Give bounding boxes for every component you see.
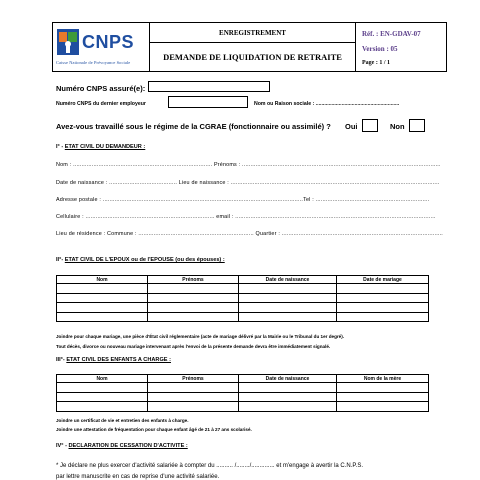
table-cell[interactable] (57, 284, 148, 294)
table-cell[interactable] (57, 303, 148, 313)
children-note-2: Joindre une attestation de fréquentation pour chaque enfant âgé de 21 à 27 ans scolarisé. (56, 427, 252, 432)
children-table (56, 374, 429, 412)
children-note-1: Joindre un certificat de vie et entretien des enfants à charge. (56, 418, 189, 423)
section-2-title: ETAT CIVIL DE L'EPOUX ou de l'EPOUSE (ou des épouses) : (64, 257, 225, 263)
table-cell[interactable] (148, 293, 239, 303)
table-cell[interactable] (148, 312, 239, 322)
table-cell[interactable] (239, 312, 337, 322)
section-2-heading (56, 257, 225, 263)
yes-label: Oui (345, 122, 358, 131)
table-cell[interactable] (337, 303, 429, 313)
table-row (57, 303, 429, 313)
children-col-mother-name: Nom de la mère (337, 375, 429, 383)
table-cell[interactable] (57, 383, 148, 393)
table-row (57, 383, 429, 393)
table-cell[interactable] (57, 312, 148, 322)
spouse-col-nom: Nom (57, 276, 148, 284)
section-2-number: II°- (56, 257, 64, 263)
section-1-number: I° - (56, 144, 64, 150)
section-3-title: ETAT CIVIL DES ENFANTS A CHARGE : (66, 357, 171, 363)
version: Version : 05 (362, 44, 398, 53)
spouse-col-birthdate: Date de naissance (239, 276, 337, 284)
cessation-declaration-line-2: par lettre manuscrite en cas de reprise d'une activité salariée. (56, 474, 220, 480)
section-3-number: III°- (56, 357, 65, 363)
children-col-prenoms: Prénoms (148, 375, 239, 383)
page-number: Page : 1 / 1 (362, 59, 390, 66)
table-cell[interactable] (57, 402, 148, 412)
spouse-note-2: Tout décès, divorce ou nouveau mariage intervenant après l'envoi de la présente demande devra être immédiatement signalé. (56, 344, 331, 349)
table-cell[interactable] (148, 402, 239, 412)
section-label: ENREGISTREMENT (150, 23, 355, 43)
table-cell[interactable] (337, 402, 429, 412)
section-4-number: IV° - (56, 443, 67, 449)
table-row (57, 402, 429, 412)
table-cell[interactable] (239, 284, 337, 294)
table-row (57, 392, 429, 402)
table-cell[interactable] (337, 284, 429, 294)
table-cell[interactable] (239, 303, 337, 313)
table-cell[interactable] (337, 392, 429, 402)
applicant-contact-line[interactable]: Cellulaire : ............................................................................ email : ...................................................................................................................... (56, 214, 436, 220)
applicant-name-line[interactable]: Nom : .................................................................................. Prénoms : ..................................................................................................................... (56, 162, 441, 168)
table-cell[interactable] (239, 402, 337, 412)
cnps-number-label: Numéro CNPS assuré(e): (56, 84, 146, 93)
no-checkbox[interactable] (409, 119, 425, 132)
document-title: DEMANDE DE LIQUIDATION DE RETRAITE (163, 52, 342, 62)
table-cell[interactable] (148, 392, 239, 402)
section-4-heading (56, 443, 188, 449)
table-cell[interactable] (148, 303, 239, 313)
children-col-nom: Nom (57, 375, 148, 383)
section-3-heading (56, 357, 171, 363)
table-cell[interactable] (337, 312, 429, 322)
children-col-birthdate: Date de naissance (239, 375, 337, 383)
table-row (57, 312, 429, 322)
table-row (57, 293, 429, 303)
table-row (57, 284, 429, 294)
applicant-residence-line[interactable]: Lieu de résidence : Commune : .................................................................... Quartier : ............................................................................................... (56, 231, 443, 237)
no-label: Non (390, 122, 405, 131)
document-header (52, 22, 447, 72)
cessation-declaration-line: * Je déclare ne plus exercer d'activité salariée à compter du .......... /......../.............. et m'engage à avertir la C.N.P.S. (56, 463, 363, 469)
table-cell[interactable] (148, 284, 239, 294)
logo-text: CNPS (82, 32, 135, 52)
table-cell[interactable] (57, 392, 148, 402)
cnps-logo-icon (57, 29, 79, 55)
employer-number-field[interactable] (168, 96, 248, 108)
spouse-col-marriage-date: Date de mariage (337, 276, 429, 284)
employer-number-label: Numéro CNPS du dernier employeur (56, 101, 146, 107)
table-cell[interactable] (337, 383, 429, 393)
applicant-address-line[interactable]: Adresse postale : ......................................................................................................................Tel : ................................................................... (56, 197, 430, 203)
table-cell[interactable] (239, 392, 337, 402)
applicant-birth-line[interactable]: Date de naissance : ........................................ Lieu de naissance : ........................................................................................................................... (56, 180, 440, 186)
yes-checkbox[interactable] (362, 119, 378, 132)
section-4-title: DECLARATION DE CESSATION D'ACTIVITE : (68, 443, 188, 449)
table-cell[interactable] (337, 293, 429, 303)
cgrae-question: Avez-vous travaillé sous le régime de la CGRAE (fonctionnaire ou assimilé) ? (56, 122, 331, 131)
section-1-title: ETAT CIVIL DU DEMANDEUR : (64, 144, 146, 150)
table-cell[interactable] (148, 383, 239, 393)
spouse-col-prenoms: Prénoms (148, 276, 239, 284)
table-cell[interactable] (57, 293, 148, 303)
cnps-number-field[interactable] (148, 81, 270, 92)
cnps-logo (53, 23, 150, 71)
section-1-heading (56, 144, 145, 150)
table-cell[interactable] (239, 383, 337, 393)
logo-subtitle: Caisse Nationale de Prévoyance Sociale (56, 60, 131, 65)
table-cell[interactable] (239, 293, 337, 303)
spouse-table (56, 275, 429, 322)
employer-name-label: Nom ou Raison sociale : .......................................................... (254, 101, 400, 107)
spouse-note-1: Joindre pour chaque mariage, une pièce d'État civil réglementaire (acte de mariage délivré par la Mairie ou le Tribunal du 1er degré). (56, 334, 345, 339)
reference: Réf. : EN-GDAV-07 (362, 29, 421, 38)
